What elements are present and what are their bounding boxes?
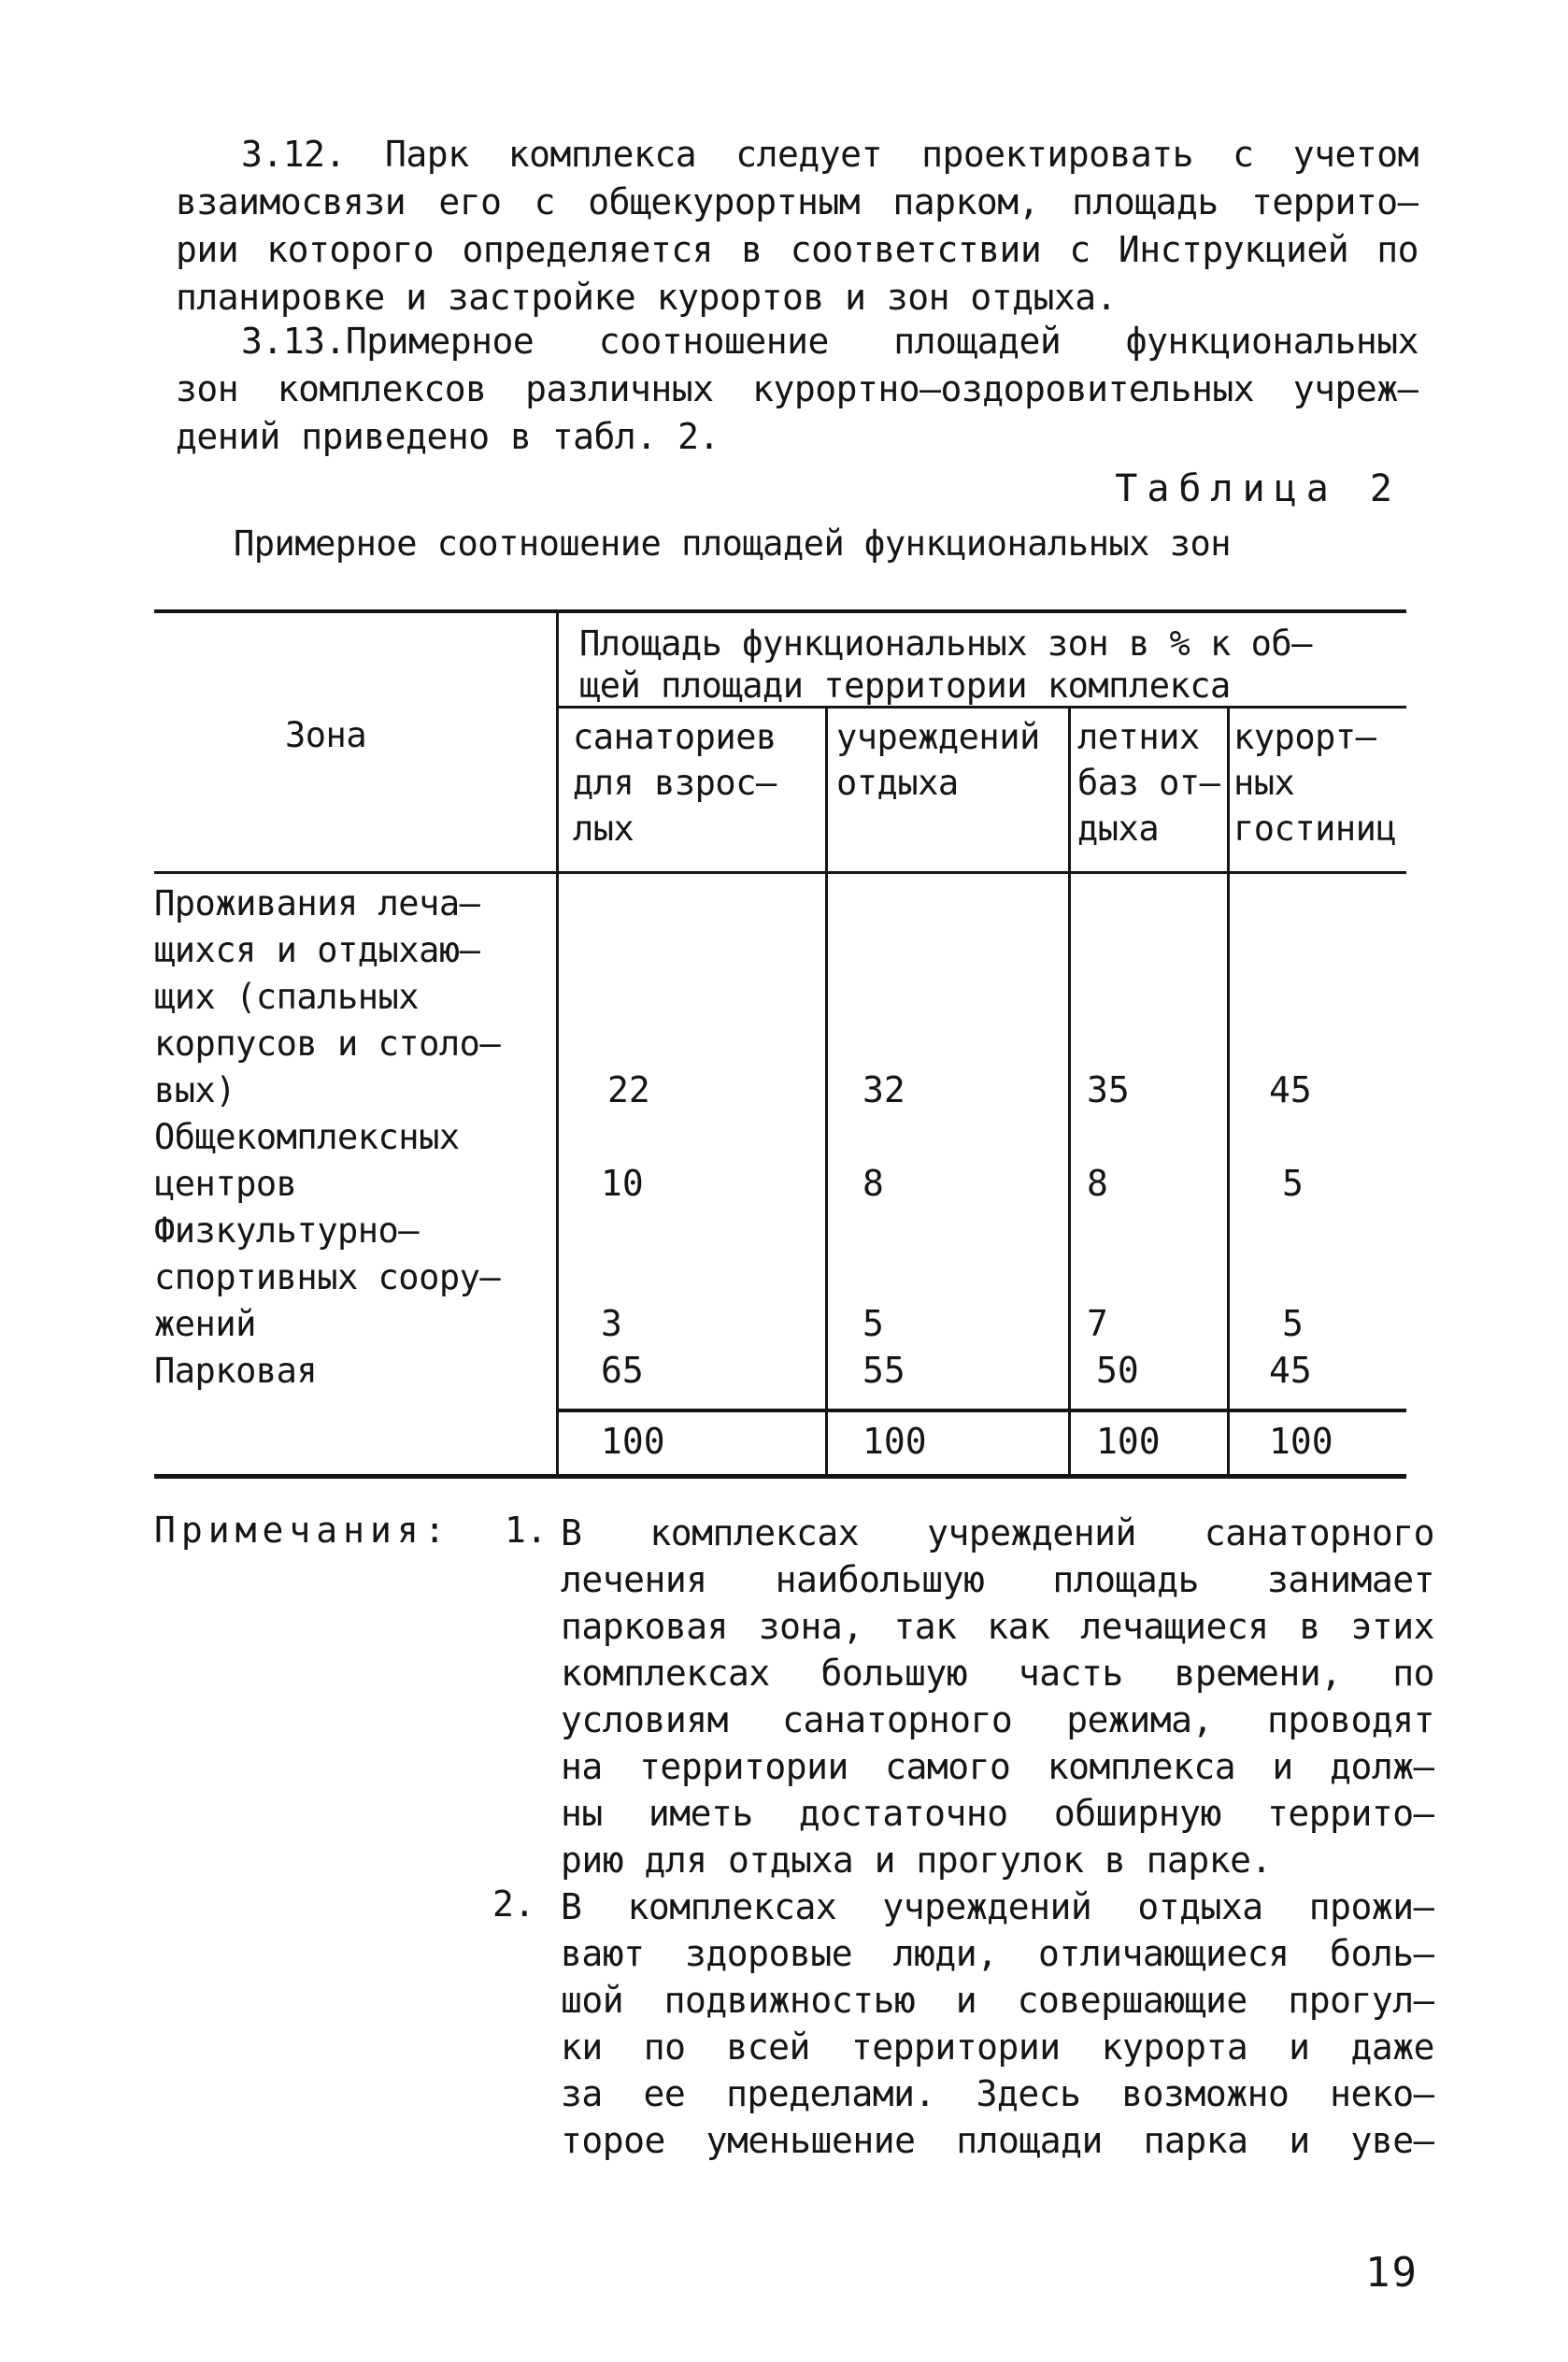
- table-cell: 50: [1096, 1350, 1139, 1391]
- table-row-zone: [154, 880, 500, 1395]
- column-header-line: баз от–: [1077, 763, 1220, 803]
- column-header-line: курорт–: [1233, 717, 1376, 757]
- column-divider: [825, 706, 828, 1477]
- note-line: комплексах большую часть времени, по: [561, 1653, 1434, 1694]
- note-line: за ее пределами. Здесь возможно неко–: [561, 2073, 1434, 2114]
- table-cell: 22: [607, 1069, 650, 1110]
- column-divider: [1227, 706, 1230, 1477]
- note-line: вают здоровые люди, отличающиеся боль–: [561, 1933, 1434, 1974]
- table-cell: 35: [1087, 1069, 1130, 1110]
- table-cell: 45: [1269, 1350, 1312, 1391]
- note-item: [561, 1510, 1434, 1883]
- zone-line: Общекомплексных: [154, 1117, 460, 1157]
- table-title: Примерное соотношение площадей функциональных зон: [234, 523, 1232, 564]
- table-cell: 10: [601, 1163, 644, 1204]
- column-header-line: санаториев: [573, 717, 777, 757]
- table-total: 100: [862, 1421, 927, 1462]
- column-header-line: для взрос–: [573, 763, 777, 803]
- column-header-line: отдыха: [836, 763, 959, 803]
- zone-line: центров: [154, 1164, 297, 1204]
- note-line: на территории самого комплекса и долж–: [561, 1746, 1434, 1787]
- column-header-resort-hotels: [1233, 714, 1396, 852]
- table-cell: 5: [1282, 1163, 1304, 1204]
- zones-table: [154, 609, 1406, 1479]
- zone-line: корпусов и столо–: [154, 1024, 501, 1064]
- zone-line: жений: [154, 1304, 256, 1344]
- column-header-line: учреждений: [836, 717, 1040, 757]
- table-bottom-rule: [154, 1474, 1406, 1479]
- page-number: 19: [1365, 2249, 1418, 2297]
- zone-line: Парковая: [154, 1351, 318, 1391]
- paragraph-3-13: [176, 318, 1418, 461]
- column-header-line: летних: [1077, 717, 1200, 757]
- paragraph-line: взаимосвязи его с общекурортным парком, площадь террито–: [176, 181, 1418, 222]
- notes-label: Примечания:: [154, 1510, 451, 1551]
- column-header-sanatorium: [573, 714, 777, 852]
- paragraph-line: 3.13.Примерное соотношение площадей функциональных: [241, 321, 1418, 362]
- table-cell: 8: [1087, 1163, 1108, 1204]
- note-line: парковая зона, так как лечащиеся в этих: [561, 1606, 1434, 1647]
- table-cell: 32: [862, 1069, 905, 1110]
- zone-line: Физкультурно–: [154, 1210, 420, 1251]
- table-top-rule: [154, 609, 1406, 613]
- table-total: 100: [601, 1421, 665, 1462]
- column-divider: [1068, 706, 1071, 1477]
- column-header-summer-bases: [1077, 714, 1219, 852]
- zone-line: вых): [154, 1070, 236, 1110]
- note-line: шой подвижностью и совершающие прогул–: [561, 1980, 1434, 2021]
- totals-top-rule: [556, 1409, 1406, 1412]
- table-total: 100: [1269, 1421, 1333, 1462]
- table-cell: 3: [601, 1303, 622, 1344]
- note-line: лечения наибольшую площадь занимает: [561, 1559, 1434, 1600]
- column-header-line: гостиниц: [1233, 809, 1397, 849]
- note-line: ны иметь достаточно обширную террито–: [561, 1793, 1434, 1834]
- table-cell: 5: [862, 1303, 884, 1344]
- paragraph-line: планировке и застройке курортов и зон отдыха.: [176, 277, 1118, 318]
- zone-column-header: Зона: [285, 715, 367, 755]
- zone-line: спортивных соору–: [154, 1257, 501, 1297]
- note-line: условиям санаторного режима, проводят: [561, 1699, 1434, 1740]
- table-cell: 45: [1269, 1069, 1312, 1110]
- group-header-line: щей площади территории комплекса: [579, 666, 1231, 706]
- note-line: В комплексах учреждений отдыха прожи–: [561, 1886, 1434, 1927]
- table-label: Таблица 2: [1115, 467, 1402, 510]
- paragraph-line: рии которого определяется в соответствии с Инструкцией по: [176, 229, 1418, 270]
- zone-line: щихся и отдыхаю–: [154, 930, 480, 970]
- note-item: [561, 1883, 1434, 2164]
- note-line: торое уменьшение площади парка и уве–: [561, 2120, 1434, 2161]
- note-number: 1.: [505, 1510, 548, 1551]
- note-line: В комплексах учреждений санаторного: [561, 1512, 1434, 1553]
- header-bottom-rule: [154, 871, 1406, 874]
- paragraph-line: 3.12. Парк комплекса следует проектировать с учетом: [241, 134, 1418, 175]
- column-header-line: дыха: [1077, 809, 1160, 849]
- note-line: ки по всей территории курорта и даже: [561, 2026, 1434, 2068]
- zone-column-divider: [556, 609, 559, 1477]
- table-cell: 5: [1282, 1303, 1304, 1344]
- table-cell: 55: [862, 1350, 905, 1391]
- zone-line: щих (спальных: [154, 977, 420, 1017]
- column-header-line: ных: [1233, 763, 1295, 803]
- table-total: 100: [1096, 1421, 1161, 1462]
- note-line: рию для отдыха и прогулок в парке.: [561, 1839, 1272, 1881]
- table-cell: 65: [601, 1350, 644, 1391]
- column-header-line: лых: [573, 809, 634, 849]
- paragraph-line: зон комплексов различных курортно–оздоровительных учреж–: [176, 368, 1418, 409]
- paragraph-line: дений приведено в табл. 2.: [176, 416, 720, 457]
- note-number: 2.: [492, 1883, 535, 1925]
- table-cell: 8: [862, 1163, 884, 1204]
- group-header-line: Площадь функциональных зон в % к об–: [579, 623, 1312, 664]
- column-header-rest-institutions: [836, 714, 1040, 806]
- zone-line: Проживания леча–: [154, 883, 480, 923]
- table-cell: 7: [1087, 1303, 1108, 1344]
- paragraph-3-12: [176, 131, 1418, 322]
